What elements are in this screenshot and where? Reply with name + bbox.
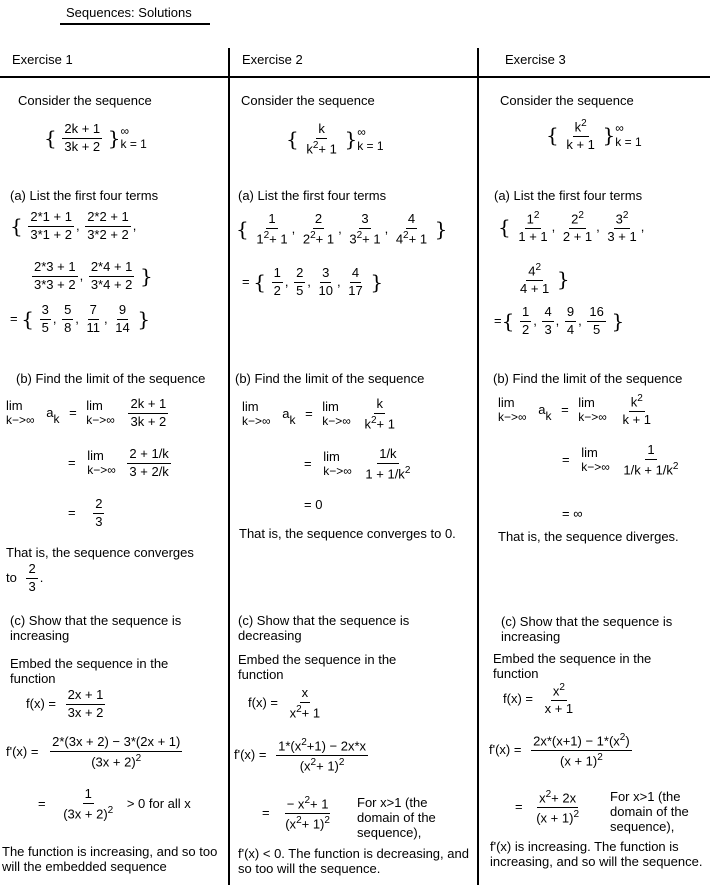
ex1-consider: Consider the sequence — [18, 93, 152, 108]
ex3-terms-line2: $\frac{4^2}{4 + 1}$ } — [520, 262, 570, 297]
ex3-part-a: (a) List the first four terms — [494, 188, 643, 203]
ex3-diverges: That is, the sequence diverges. — [498, 529, 679, 544]
ex3-consider: Consider the sequence — [500, 93, 634, 108]
ex1-derivative: f'(x) = $\frac{2*(3x + 2) - 3*(2x + 1)}{(3x + 2)^2}$ — [6, 734, 181, 770]
ex1-embed: Embed the sequence in the function — [10, 656, 169, 686]
ex2-sequence: { $\frac{k}{k^2+ 1}$ } ∞ k = 1 — [286, 121, 384, 157]
ex2-limit-step2: = lim k−>∞ $\frac{1/k}{1 + 1/k^2}$ — [304, 446, 411, 482]
ex3-domain-note: For x>1 (the domain of the sequence), — [610, 789, 689, 834]
header-rule — [0, 76, 710, 78]
ex1-limit-step2: = lim k−>∞ $\frac{2 + 1/k}{3 + 2/k}$ — [68, 446, 169, 479]
ex3-embed: Embed the sequence in the function — [493, 651, 652, 681]
ex3-part-b: (b) Find the limit of the sequence — [493, 371, 683, 386]
ex3-conclusion: f'(x) is increasing. The function is increasing, and so will the sequence. — [490, 839, 703, 869]
ex1-part-a: (a) List the first four terms — [10, 188, 159, 203]
ex3-limit-step1: lim k−>∞ ak = lim k−>∞ $\frac{k^2}{k + 1}$ — [498, 393, 652, 428]
ex1-limit-step3: = $\frac{2}{3}$ — [68, 496, 103, 529]
ex1-part-c: (c) Show that the sequence is increasing — [10, 613, 182, 643]
ex1-derivative-simplified: = $\frac{1}{(3x + 2)^2}$ > 0 for all x — [38, 786, 191, 822]
header-exercise-2: Exercise 2 — [242, 52, 303, 67]
ex2-converges: That is, the sequence converges to 0. — [239, 526, 456, 541]
ex2-part-a: (a) List the first four terms — [238, 188, 387, 203]
ex1-terms-simplified: = { $\frac{3}{5}$ , $\frac{5}{8}$ , $\frac{7}{11}$ , $\frac{9}{14}$ } — [10, 302, 151, 335]
ex3-terms-simplified: ={ $\frac{1}{2}$ , $\frac{4}{3}$ , $\frac{9}{4}$ , $\frac{16}{5}$ } — [494, 304, 625, 337]
ex3-sequence: { $\frac{k^2}{k + 1}$ } ∞ k = 1 — [546, 118, 642, 153]
ex2-derivative-simplified: = $\frac{- x^2+ 1}{(x^2+ 1)^2}$ — [262, 795, 330, 832]
ex1-limit-step1: lim k−>∞ ak = lim k−>∞ $\frac{2k + 1}{3k + 2}$ — [6, 396, 167, 429]
ex3-part-c: (c) Show that the sequence is increasing — [501, 614, 673, 644]
ex2-limit-zero: = 0 — [304, 497, 323, 512]
ex2-derivative: f'(x) = $\frac{1*(x^2+1) - 2x*x}{(x^2+ 1)^2}$ — [234, 737, 367, 774]
ex1-function: f(x) = $\frac{2x + 1}{3x + 2}$ — [26, 687, 104, 720]
column-divider-1 — [228, 48, 230, 885]
ex1-converges-to: to $\frac{2}{3}$ . — [6, 561, 44, 594]
ex2-domain-note: For x>1 (the domain of the sequence), — [357, 795, 436, 840]
ex3-derivative: f'(x) = $\frac{2x*(x+1) - 1*(x^2)}{(x + 1)^2}$ — [489, 732, 630, 769]
ex1-terms-line1: { $\frac{2*1 + 1}{3*1 + 2}$ , $\frac{2*2 + 1}{3*2 + 2}$ , — [10, 209, 137, 242]
ex3-function: f(x) = $\frac{x^2}{x + 1}$ — [503, 682, 574, 717]
ex2-function: f(x) = $\frac{x}{x^2+ 1}$ — [248, 685, 321, 721]
ex3-terms-line1: { $\frac{1^2}{1 + 1}$ , $\frac{2^2}{2 + 1}$ , $\frac{3^2}{3 + 1}$ , — [498, 210, 645, 245]
ex2-embed: Embed the sequence in the function — [238, 652, 397, 682]
ex3-derivative-simplified: = $\frac{x^2+ 2x}{(x + 1)^2}$ — [515, 789, 579, 826]
ex2-conclusion: f'(x) < 0. The function is decreasing, and so too will the sequence. — [238, 846, 469, 876]
column-divider-2 — [477, 48, 479, 885]
ex1-conclusion: The function is increasing, and so too will the embedded sequence — [2, 844, 218, 874]
ex1-sequence: { $\frac{2k + 1}{3k + 2}$ } ∞ k = 1 — [44, 121, 147, 154]
header-exercise-3: Exercise 3 — [505, 52, 566, 67]
ex2-terms-simplified: = { $\frac{1}{2}$ , $\frac{2}{5}$ , $\frac{3}{10}$ , $\frac{4}{17}$ } — [242, 265, 384, 298]
ex2-part-b: (b) Find the limit of the sequence — [235, 371, 425, 386]
ex1-converges: That is, the sequence converges — [6, 545, 194, 560]
ex1-terms-line2: $\frac{2*3 + 1}{3*3 + 2}$ , $\frac{2*4 + 1}{3*4 + 2}$ } — [34, 259, 153, 292]
ex3-limit-inf: = ∞ — [562, 506, 583, 521]
header-exercise-1: Exercise 1 — [12, 52, 73, 67]
title-underline — [60, 23, 210, 25]
ex2-part-c: (c) Show that the sequence is decreasing — [238, 613, 410, 643]
ex2-terms-line1: { $\frac{1}{1^2+ 1}$ , $\frac{2}{2^2+ 1}$ , $\frac{3}{3^2+ 1}$ , $\frac{4}{4^2+ 1}$ } — [236, 211, 448, 247]
ex3-limit-step2: = lim k−>∞ $\frac{1}{1/k + 1/k^2}$ — [562, 442, 679, 478]
ex2-limit-step1: lim k−>∞ ak = lim k−>∞ $\frac{k}{k^2+ 1}$ — [242, 396, 395, 432]
ex2-consider: Consider the sequence — [241, 93, 375, 108]
ex1-part-b: (b) Find the limit of the sequence — [16, 371, 206, 386]
page-title: Sequences: Solutions — [66, 5, 192, 20]
